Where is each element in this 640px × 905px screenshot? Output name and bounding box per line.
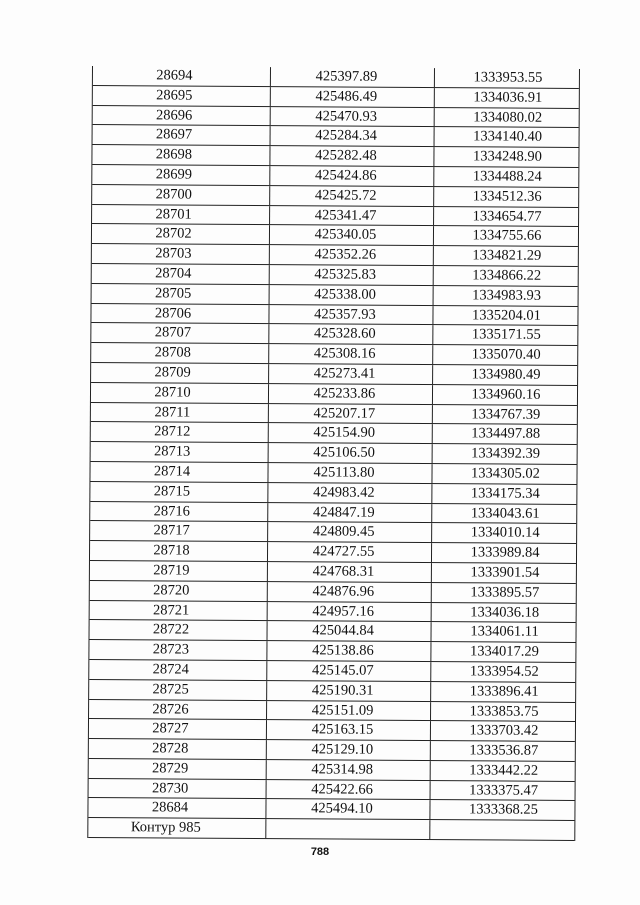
x-coordinate-cell: 424727.55: [268, 542, 432, 562]
point-number-cell: 28720: [90, 581, 268, 601]
x-coordinate-cell: 425163.15: [267, 720, 431, 740]
point-number-cell: 28710: [91, 383, 269, 403]
y-coordinate-cell: 1333536.87: [469, 742, 539, 759]
x-coordinate-cell: 425425.72: [270, 186, 434, 206]
point-number-cell: 28695: [93, 86, 271, 106]
x-coordinate-cell: 425486.49: [271, 87, 435, 107]
x-coordinate-cell: 424876.96: [268, 582, 432, 602]
y-coordinate-cell: 1334043.61: [470, 504, 540, 522]
point-number-cell: 28713: [91, 442, 269, 462]
point-number-cell: 28702: [92, 224, 270, 244]
point-number-cell: 28726: [89, 699, 267, 719]
y-coordinate-cell: 1334248.90: [472, 148, 542, 165]
x-coordinate-cell: 425207.17: [269, 404, 433, 424]
page-number: 788: [310, 846, 330, 858]
point-number-cell: 28718: [90, 541, 268, 561]
y-coordinate-cell: 1334140.40: [473, 128, 543, 146]
y-coordinate-cell: 1333368.25: [468, 801, 538, 819]
y-coordinate-cell: 1335171.55: [471, 326, 541, 344]
point-number-cell: 28709: [91, 363, 269, 383]
point-number-cell: 28705: [92, 284, 270, 304]
table-row: [88, 818, 574, 841]
x-coordinate-cell: 425424.86: [270, 166, 434, 186]
point-number-cell: 28697: [93, 125, 271, 145]
y-coordinate-cell: 1334980.49: [471, 366, 541, 383]
x-coordinate-cell: 425106.50: [269, 443, 433, 463]
y-coordinate-cell: 1333703.42: [469, 722, 539, 740]
point-number-cell: Контур 985: [88, 818, 266, 838]
x-coordinate-cell: 425308.16: [269, 344, 433, 364]
point-number-cell: 28707: [91, 323, 269, 343]
point-number-cell: 28694: [93, 66, 271, 86]
x-coordinate-cell: 425397.89: [271, 67, 435, 87]
point-number-cell: 28715: [90, 482, 268, 502]
y-coordinate-cell: 1334010.14: [470, 524, 540, 542]
point-number-cell: 28698: [92, 145, 270, 165]
y-coordinate-cell: 1334175.34: [470, 485, 540, 502]
x-coordinate-cell: 425314.98: [267, 760, 431, 780]
x-coordinate-cell: 425129.10: [267, 740, 431, 760]
point-number-cell: 28706: [91, 304, 269, 324]
y-coordinate-cell: 1333895.57: [470, 584, 540, 601]
coordinates-table: [87, 66, 580, 841]
y-coordinate-cell: 1333375.47: [469, 782, 539, 799]
point-number-cell: 28730: [89, 779, 267, 799]
y-coordinate-cell: 1333953.55: [473, 69, 543, 86]
point-number-cell: 28684: [88, 798, 266, 818]
y-coordinate-cell: 1335070.40: [471, 346, 541, 363]
x-coordinate-cell: 425154.90: [269, 423, 433, 443]
point-number-cell: 28708: [91, 343, 269, 363]
y-coordinate-cell: 1334392.39: [471, 445, 541, 462]
point-number-cell: 28699: [92, 165, 270, 185]
point-number-cell: 28721: [90, 601, 268, 621]
point-number-cell: 28724: [89, 660, 267, 680]
point-number-cell: 28716: [90, 502, 268, 522]
y-coordinate-cell: 1334866.22: [472, 267, 542, 284]
x-coordinate-cell: 424809.45: [268, 522, 432, 542]
point-number-cell: 28712: [91, 422, 269, 442]
x-coordinate-cell: 425338.00: [270, 285, 434, 305]
point-number-cell: 28717: [90, 521, 268, 541]
y-coordinate-cell: 1333442.22: [469, 762, 539, 779]
point-number-cell: 28704: [92, 264, 270, 284]
point-number-cell: 28701: [92, 205, 270, 225]
y-coordinate-cell: 1334036.91: [473, 89, 543, 106]
x-coordinate-cell: 424847.19: [268, 503, 432, 523]
x-coordinate-cell: 425113.80: [268, 463, 432, 483]
y-coordinate-cell: 1334488.24: [472, 168, 542, 185]
y-coordinate-cell: [430, 820, 574, 840]
point-number-cell: 28725: [89, 680, 267, 700]
y-coordinate-cell: 1334512.36: [472, 188, 542, 205]
y-coordinate-cell: 1335204.01: [472, 306, 541, 324]
x-coordinate-cell: 425328.60: [269, 324, 433, 344]
x-coordinate-cell: 425470.93: [271, 107, 435, 127]
point-number-cell: 28703: [92, 244, 270, 264]
y-coordinate-cell: 1334061.11: [470, 623, 539, 641]
x-coordinate-cell: 425138.86: [267, 641, 431, 661]
x-coordinate-cell: 424768.31: [268, 562, 432, 582]
x-coordinate-cell: 424957.16: [268, 602, 432, 622]
x-coordinate-cell: 425494.10: [266, 800, 430, 820]
x-coordinate-cell: 425357.93: [269, 305, 433, 325]
x-coordinate-cell: 425282.48: [270, 146, 434, 166]
y-coordinate-cell: 1334017.29: [469, 643, 539, 660]
y-coordinate-cell: 1333954.52: [469, 663, 539, 680]
y-coordinate-cell: 1334654.77: [472, 207, 542, 225]
x-coordinate-cell: 424983.42: [268, 483, 432, 503]
point-number-cell: 28696: [93, 106, 271, 126]
x-coordinate-cell: 425273.41: [269, 364, 433, 384]
y-coordinate-cell: 1334305.02: [471, 465, 541, 482]
x-coordinate-cell: [266, 819, 430, 839]
y-coordinate-cell: 1333989.84: [470, 544, 540, 561]
y-coordinate-cell: 1334960.16: [471, 386, 541, 403]
point-number-cell: 28728: [89, 739, 267, 759]
x-coordinate-cell: 425044.84: [267, 621, 431, 641]
y-coordinate-cell: 1333896.41: [469, 683, 539, 700]
x-coordinate-cell: 425422.66: [267, 780, 431, 800]
point-number-cell: 28714: [90, 462, 268, 482]
point-number-cell: 28727: [89, 719, 267, 739]
point-number-cell: 28719: [90, 561, 268, 581]
y-coordinate-cell: 1333901.54: [470, 564, 540, 581]
y-coordinate-cell: 1333853.75: [469, 702, 539, 720]
x-coordinate-cell: 425340.05: [270, 225, 434, 245]
point-number-cell: 28711: [91, 403, 269, 423]
point-number-cell: 28729: [89, 759, 267, 779]
x-coordinate-cell: 425145.07: [267, 661, 431, 681]
x-coordinate-cell: 425325.83: [270, 265, 434, 285]
y-coordinate-cell: 1334821.29: [472, 247, 542, 264]
x-coordinate-cell: 425233.86: [269, 384, 433, 404]
point-number-cell: 28700: [92, 185, 270, 205]
point-number-cell: 28722: [89, 620, 267, 640]
point-number-cell: 28723: [89, 640, 267, 660]
x-coordinate-cell: 425352.26: [270, 245, 434, 265]
x-coordinate-cell: 425151.09: [267, 701, 431, 721]
x-coordinate-cell: 425284.34: [271, 126, 435, 146]
y-coordinate-cell: 1334755.66: [472, 227, 542, 245]
x-coordinate-cell: 425190.31: [267, 681, 431, 701]
y-coordinate-cell: 1334983.93: [472, 287, 542, 304]
y-coordinate-cell: 1334767.39: [471, 405, 541, 423]
y-coordinate-cell: 1334497.88: [471, 425, 541, 443]
y-coordinate-cell: 1334036.18: [470, 603, 540, 621]
y-coordinate-cell: 1334080.02: [473, 108, 543, 126]
x-coordinate-cell: 425341.47: [270, 206, 434, 226]
